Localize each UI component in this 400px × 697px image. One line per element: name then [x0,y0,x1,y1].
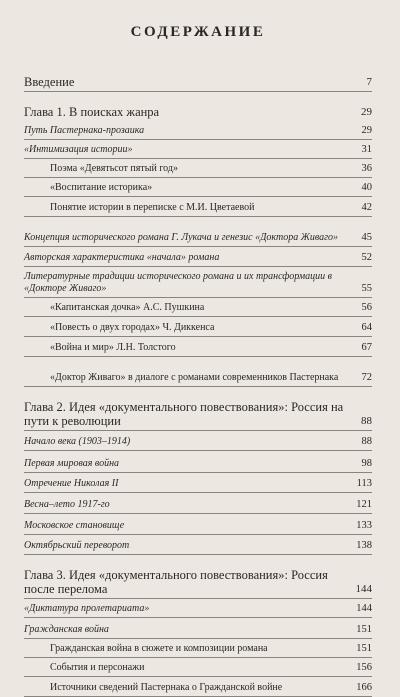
toc-entry-title: «Воспитание историка» [50,182,153,193]
toc-entry[interactable] [24,473,372,493]
toc-entry[interactable] [24,618,372,639]
toc-entry-page: 156 [356,662,372,673]
toc-entry[interactable] [24,247,372,267]
toc-entry-title: «Капитанская дочка» А.С. Пушкина [50,302,205,313]
toc-entry[interactable] [24,267,372,298]
toc-entry[interactable] [24,121,372,140]
toc-entry-page: 36 [361,163,372,174]
toc-entry-page: 55 [361,283,372,294]
toc-entry-title: Начало века (1903–1914) [24,436,131,447]
toc-entry-page: 133 [356,520,372,531]
section-gap [24,92,372,102]
toc-entry-title: «Диктатура пролетариата» [24,603,150,614]
toc-entry-page: 151 [356,643,372,654]
toc-entry[interactable] [24,317,372,337]
toc-entry-title: Гражданская война [24,624,109,635]
toc-entry-title: Путь Пастернака-прозаика [24,125,145,136]
toc-entry-page: 166 [356,682,372,693]
toc-entry-title: Концепция исторического романа Г. Лукача и генезис «Доктора Живаго» [24,232,339,243]
toc-entry-title: Авторская характеристика «начала» романа [24,252,220,263]
page-title: СОДЕРЖАНИЕ [130,24,266,40]
toc-entry-page: 52 [361,252,372,263]
toc-entry-title: Источники сведений Пастернака о Гражданской войне [50,682,283,693]
toc-entry-page: 151 [356,624,372,635]
toc-entry-page: 72 [361,372,372,383]
toc-entry-title: Глава 3. Идея «документального повествования»: Россия после перелома [24,568,328,596]
toc-entry-title: События и персонажи [50,662,145,673]
toc-entry[interactable] [24,197,372,217]
toc-entry-page: 45 [361,232,372,243]
toc-entry[interactable] [24,178,372,197]
toc-entry[interactable] [24,658,372,677]
toc-entry[interactable] [24,298,372,317]
toc-entry[interactable] [24,677,372,697]
toc-entry-page: 88 [361,436,372,447]
toc-entry[interactable] [24,493,372,514]
toc-entry[interactable] [24,159,372,178]
toc-entry-page: 64 [361,322,372,333]
toc-entry[interactable] [24,431,372,451]
toc-entry-page: 113 [356,478,372,489]
toc-entry-title: Московское становище [24,520,125,531]
toc-entry-title: Октябрьский переворот [24,540,130,551]
toc-entry-title: Гражданская война в сюжете и композиции романа [50,643,268,654]
toc-entry-title: «Война и мир» Л.Н. Толстого [50,342,176,353]
toc-entry-page: 7 [366,76,372,88]
toc-entry[interactable] [24,102,372,121]
toc-entry[interactable] [24,639,372,658]
toc-entry-title: «Интимизация истории» [24,144,133,155]
toc-entry[interactable] [24,397,372,431]
toc-entry-page: 31 [361,144,372,155]
toc-entry[interactable] [24,337,372,357]
toc-entry-title: Отречение Николая II [24,478,119,489]
toc-entry-title: Весна–лето 1917-го [24,499,110,510]
toc-entry-title: «Доктор Живаго» в диалоге с романами современников Пастернака [50,372,339,383]
toc-entry-page: 56 [361,302,372,313]
toc-entry-page: 88 [361,415,372,427]
toc-entry-title: Понятие истории в переписке с М.И. Цветаевой [50,202,255,213]
toc-entry-page: 40 [361,182,372,193]
toc-entry-page: 144 [355,583,372,595]
toc-entry[interactable] [24,514,372,535]
toc-entry-title: «Повесть о двух городах» Ч. Диккенса [50,322,215,333]
section-gap [24,555,372,565]
toc-entry-page: 67 [361,342,372,353]
toc-entry[interactable] [24,451,372,473]
toc-entry[interactable] [24,535,372,555]
toc-entry-page: 144 [356,603,372,614]
toc-entry[interactable] [24,217,372,247]
toc-entry-title: Первая мировая война [24,458,120,469]
toc-entry[interactable] [24,599,372,618]
toc-entry-page: 138 [356,540,372,551]
toc-entry-title: Глава 2. Идея «документального повествования»: Россия на пути к революции [24,400,344,428]
toc-entry-title: Введение [24,75,75,89]
toc-entry[interactable] [24,140,372,159]
toc-entry[interactable] [24,565,372,599]
toc-entry[interactable] [24,357,372,387]
toc-entry-page: 29 [361,125,372,136]
toc-entry-page: 29 [361,106,372,118]
toc-entry[interactable] [24,72,372,92]
toc-entry-title: Глава 1. В поисках жанра [24,105,160,119]
toc-entry-page: 98 [361,458,372,469]
section-gap [24,387,372,397]
toc-entry-title: Поэма «Девятьсот пятый год» [50,163,178,174]
toc-entry-page: 121 [356,499,372,510]
table-of-contents [24,72,372,697]
toc-entry-title: Литературные традиции исторического романа и их трансформации в «Докторе Живаго» [24,271,333,294]
toc-entry-page: 42 [361,202,372,213]
